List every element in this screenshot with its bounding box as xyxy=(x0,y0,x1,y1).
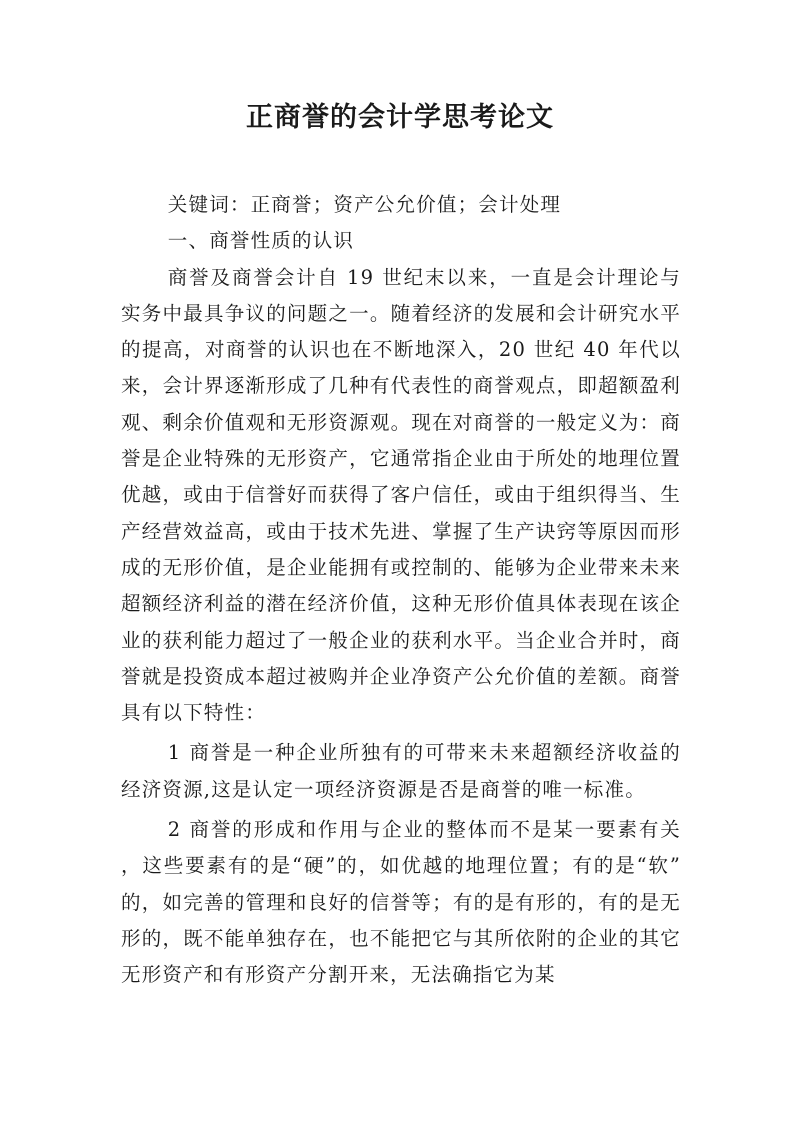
document-title: 正商誉的会计学思考论文 xyxy=(246,102,554,133)
keywords-line: 关键词：正商誉；资产公允价值；会计处理 xyxy=(167,193,562,216)
document-body xyxy=(121,187,681,994)
paragraph-goodwill-definition: 商誉及商誉会计自 19 世纪末以来，一直是会计理论与实务中最具争议的问题之一。随着经济的发展和会计研究水平的提高，对商誉的认识也在不断地深入，20 世纪 40 年代以来，会计界逐渐形成了几种有代表性的商誉观点，即超额盈利观、剩余价值观和无形资源观。现在对商誉的一般定义为：商誉是企业特殊的无形资产，它通常指企业由于所处的地理位置优越，或由于信誉好而获得了客户信任，或由于组织得当、生产经营效益高，或由于技术先进、掌握了生产诀窍等原因而形成的无形价值，是企业能拥有或控制的、能够为企业带来未来超额经济利益的潜在经济价值，这种无形价值具体表现在该企业的获利能力超过了一般企业的获利水平。当企业合并时，商誉就是投资成本超过被购并企业净资产公允价值的差额。商誉具有以下特性： xyxy=(121,265,681,725)
paragraph-trait-2: 2 商誉的形成和作用与企业的整体而不是某一要素有关，这些要素有的是“硬”的，如优越的地理位置；有的是“软”的，如完善的管理和良好的信誉等；有的是有形的，有的是无形的，既不能单独存在，也不能把它与其所依附的企业的其它无形资产和有形资产分割开来，无法确指它为某 xyxy=(121,818,681,987)
section-heading: 一、商誉性质的认识 xyxy=(167,229,355,253)
paragraph-trait-1: 1 商誉是一种企业所独有的可带来未来超额经济收益的经济资源,这是认定一项经济资源是否是商誉的唯一标准。 xyxy=(121,741,681,801)
